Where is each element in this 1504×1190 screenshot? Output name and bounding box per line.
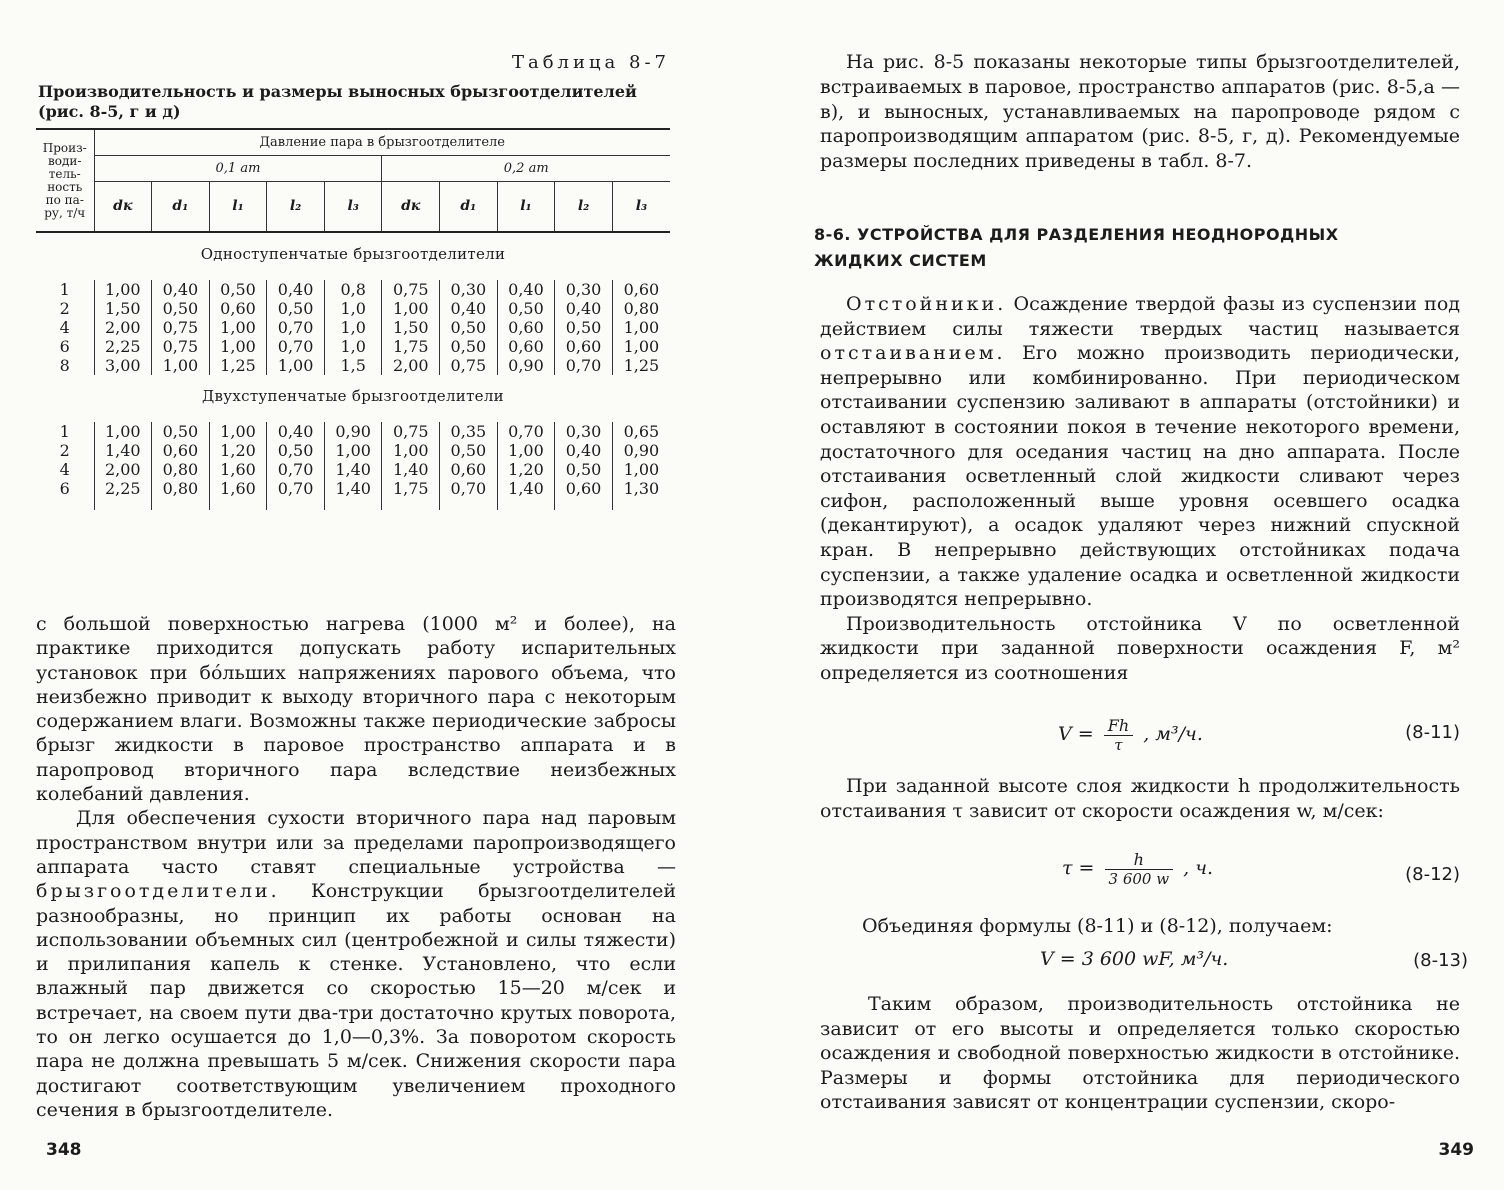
table-cell: 0,50 <box>152 422 210 441</box>
table-cell: 1,25 <box>612 356 670 375</box>
pressure-header: 0,2 ат <box>382 156 670 182</box>
table-cell: 0,60 <box>152 441 210 460</box>
term: брызгоотделители <box>36 880 271 903</box>
table-cell: 0,35 <box>440 422 498 441</box>
table-cell: 0,70 <box>267 318 325 337</box>
numerator: Fh <box>1104 716 1133 736</box>
column-header: l₂ <box>267 182 325 233</box>
heading-line: ЖИДКИХ СИСТЕМ <box>814 251 987 270</box>
numerator: h <box>1105 850 1174 870</box>
table-cell: 0,80 <box>152 460 210 479</box>
table-cell: 0,70 <box>267 479 325 498</box>
formula-unit: , м³/ч. <box>1143 723 1203 745</box>
table-cell: 1,5 <box>324 356 382 375</box>
table-row <box>36 318 670 337</box>
table-cell: 0,60 <box>497 318 555 337</box>
table-cell: 1,20 <box>497 460 555 479</box>
table-cell: 0,70 <box>440 479 498 498</box>
table-cell: 0,80 <box>612 299 670 318</box>
table-cell: 0,50 <box>555 318 613 337</box>
paragraph: При заданной высоте слоя жидкости h продолжительность отстаивания τ зависит от скорости осаждения w, м/сек: <box>820 775 1460 822</box>
section-title: Двухступенчатые брызгоотделители <box>202 387 504 405</box>
column-header: dк <box>94 182 152 233</box>
paragraph <box>820 292 1460 612</box>
table-cell: 1,00 <box>382 441 440 460</box>
table-cell: 1,75 <box>382 337 440 356</box>
column-header: d₁ <box>152 182 210 233</box>
table-cell: 1,0 <box>324 337 382 356</box>
table-cell: 0,75 <box>440 356 498 375</box>
term: отстаиванием <box>820 342 997 365</box>
table-cell: 0,70 <box>267 337 325 356</box>
table-cell: 0,90 <box>612 441 670 460</box>
table-cell: 1,20 <box>209 441 267 460</box>
table-cell: 1,00 <box>324 441 382 460</box>
text-run: . Его можно производить периодически, непрерывно или комбинированно. При периодическом отстаивании суспензию заливают в аппараты (отстойники) и оставляют в состоянии покоя в течение некоторого времени, достаточного для оседания частиц на дно аппарата. После отстаивания осветленный слой жидкости сливают через сифон, расположенный выше уровня осевшего осадка (декантируют), а осадок удаляют через нижний спускной кран. В непрерывно действующих отстойниках подача суспензии, а также удаление осадка и осветленной жидкости производятся непрерывно. <box>820 342 1460 611</box>
table-cell: 1,40 <box>324 460 382 479</box>
row-capacity-cell: 4 <box>59 460 70 479</box>
intro-paragraph <box>820 50 1460 174</box>
table-cell: 1,25 <box>209 356 267 375</box>
formula-lhs: V = <box>1058 723 1094 745</box>
table-row <box>36 479 670 498</box>
settlers-text <box>820 292 1460 686</box>
column-header: dк <box>382 182 440 233</box>
table-cell: 0,50 <box>267 441 325 460</box>
table-cell: 3,00 <box>94 356 152 375</box>
table-cell: 0,30 <box>555 422 613 441</box>
table-cell: 1,00 <box>94 280 152 299</box>
formula-expression: V = 3 600 wF, м³/ч. <box>1040 948 1229 970</box>
paragraph: Объединяя формулы (8-11) и (8-12), получаем: <box>862 915 1333 937</box>
fraction <box>1105 850 1174 888</box>
column-header: l₁ <box>209 182 267 233</box>
table-cell: 2,00 <box>94 460 152 479</box>
table-cell: 1,00 <box>209 318 267 337</box>
column-header: l₁ <box>497 182 555 233</box>
table-cell: 1,00 <box>209 422 267 441</box>
separator-dimensions-table <box>36 128 670 510</box>
column-header: l₃ <box>324 182 382 233</box>
table-cell: 1,60 <box>209 460 267 479</box>
combine-text <box>820 914 1460 939</box>
table-cell: 0,40 <box>440 299 498 318</box>
table-cell: 0,75 <box>382 422 440 441</box>
table-cell: 0,60 <box>555 479 613 498</box>
table-row <box>36 460 670 479</box>
table-cell: 1,0 <box>324 318 382 337</box>
table-cell: 0,50 <box>555 460 613 479</box>
table-cell: 0,90 <box>497 356 555 375</box>
table-cell: 0,40 <box>267 280 325 299</box>
table-cell: 0,65 <box>612 422 670 441</box>
table-title: Производительность и размеры выносных брызгоотделителей (рис. 8-5, г и д) <box>38 82 637 121</box>
left-body-text <box>36 612 676 1122</box>
right-page <box>752 0 1504 1190</box>
table-cell: 0,30 <box>440 280 498 299</box>
table-cell: 0,50 <box>152 299 210 318</box>
text-run: . Конструкции брызгоотделителей разнообразны, но принцип их работы основан на использовании объемных сил (центробежной и силы тяжести) и прилипания капель к стенке. Установлено, что если влажный пар движется со скоростью 15—20 м/сек и встречает, на своем пути два-три достаточно крутых поворота, то он легко осушается до 1,0—0,3%. За поворотом скорость пара не должна превышать 5 м/сек. Снижения скорости пара достигают соответствующим увеличением проходного сечения в брызгоотделителе. <box>36 880 676 1121</box>
table-cell: 0,50 <box>440 441 498 460</box>
table-cell: 1,00 <box>209 337 267 356</box>
table-row <box>36 280 670 299</box>
page-number: 348 <box>46 1140 82 1160</box>
table-cell: 1,00 <box>152 356 210 375</box>
table-cell: 1,40 <box>94 441 152 460</box>
table-cell: 0,90 <box>324 422 382 441</box>
table-cell: 0,60 <box>209 299 267 318</box>
table-cell: 1,50 <box>382 318 440 337</box>
paragraph <box>36 806 676 1122</box>
table-cell: 1,00 <box>497 441 555 460</box>
table-cell: 2,25 <box>94 479 152 498</box>
table-row <box>36 299 670 318</box>
table-cell: 1,00 <box>267 356 325 375</box>
row-capacity-cell: 2 <box>59 299 70 318</box>
table-cell: 0,50 <box>497 299 555 318</box>
section-title: Одноступенчатые брызгоотделители <box>200 245 506 263</box>
formula-8-12 <box>820 850 1460 904</box>
table-cell: 0,60 <box>497 337 555 356</box>
row-capacity-cell: 1 <box>59 422 70 441</box>
denominator: τ <box>1114 736 1123 754</box>
paragraph: Таким образом, производительность отстойника не зависит от его высоты и определяется только скоростью осаждения и свободной поверхностью жидкости в отстойнике. Размеры и формы отстойника для периодического отстаивания зависят от концентрации суспензии, скоро- <box>820 993 1460 1114</box>
table-row <box>36 337 670 356</box>
table-cell: 0,50 <box>440 337 498 356</box>
table-row <box>36 441 670 460</box>
row-capacity-cell: 2 <box>59 441 70 460</box>
table-cell: 2,25 <box>94 337 152 356</box>
group-header: Давление пара в брызгоотделителе <box>94 129 670 156</box>
formula-unit: , ч. <box>1183 857 1214 879</box>
fraction <box>1104 716 1133 754</box>
table-cell: 0,60 <box>440 460 498 479</box>
text-run: Для обеспечения сухости вторичного пара над паровым пространством внутри или за пределами паропроизводящего аппарата часто ставят специальные устройства — <box>36 807 676 878</box>
table-cell: 1,00 <box>612 460 670 479</box>
duration-text <box>820 774 1460 823</box>
table-cell: 0,75 <box>152 318 210 337</box>
table-cell: 1,40 <box>324 479 382 498</box>
table-cell: 0,70 <box>555 356 613 375</box>
table-cell: 0,40 <box>497 280 555 299</box>
table-cell: 0,40 <box>555 441 613 460</box>
table-cell: 0,70 <box>497 422 555 441</box>
table-cell: 0,50 <box>267 299 325 318</box>
paragraph: с большой поверхностью нагрева (1000 м² и более), на практике приходится допускать работу испарительных установок при бо́льших напряжениях парового объема, что неизбежно приводит к выходу вторичного пара с некоторым содержанием влаги. Возможны также периодические забросы брызг жидкости в паровое пространство аппарата и в паропровод вторичного пара вследствие неизбежных колебаний давления. <box>36 613 676 806</box>
table-cell: 2,00 <box>94 318 152 337</box>
formula-lhs: τ = <box>1062 857 1095 879</box>
formula-number: (8-11) <box>1405 722 1460 743</box>
table-cell: 0,70 <box>267 460 325 479</box>
table-cell: 0,40 <box>152 280 210 299</box>
table-cell: 2,00 <box>382 356 440 375</box>
table-cell: 0,40 <box>555 299 613 318</box>
column-header: l₂ <box>555 182 613 233</box>
table-cell: 0,60 <box>612 280 670 299</box>
formula-number: (8-13) <box>1413 950 1468 971</box>
pressure-header: 0,1 ат <box>94 156 382 182</box>
page-number: 349 <box>1438 1140 1474 1160</box>
table-cell: 1,60 <box>209 479 267 498</box>
paragraph: Производительность отстойника V по осветленной жидкости при заданной поверхности осаждения F, м² определяется из соотношения <box>820 612 1460 684</box>
column-header: l₃ <box>612 182 670 233</box>
table-cell: 0,40 <box>267 422 325 441</box>
table-cell: 0,50 <box>209 280 267 299</box>
table-cell: 1,00 <box>612 318 670 337</box>
table-cell: 1,00 <box>382 299 440 318</box>
table-row <box>36 422 670 441</box>
table-cell: 1,40 <box>497 479 555 498</box>
formula-8-11 <box>820 716 1460 766</box>
row-capacity-cell: 1 <box>59 280 70 299</box>
column-header: d₁ <box>440 182 498 233</box>
row-capacity-cell: 4 <box>59 318 70 337</box>
table-cell: 0,30 <box>555 280 613 299</box>
table-cell: 1,00 <box>94 422 152 441</box>
table-cell: 0,60 <box>555 337 613 356</box>
text-run: Осаждение твердой фазы из суспензии под действием силы тяжести твердых частиц называется <box>820 293 1460 340</box>
table-cell: 1,0 <box>324 299 382 318</box>
term: Отстойники. <box>846 293 1007 315</box>
heading-line: 8-6. УСТРОЙСТВА ДЛЯ РАЗДЕЛЕНИЯ НЕОДНОРОДНЫХ <box>814 225 1339 244</box>
denominator: 3 600 w <box>1108 870 1170 888</box>
table-row <box>36 356 670 375</box>
formula-number: (8-12) <box>1405 864 1460 885</box>
table-cell: 1,50 <box>94 299 152 318</box>
table-cell: 0,50 <box>440 318 498 337</box>
table-cell: 0,75 <box>382 280 440 299</box>
table-cell: 1,40 <box>382 460 440 479</box>
row-header: Произ-води-тель-ность по па-ру, т/ч <box>36 129 94 232</box>
table-cell: 0,80 <box>152 479 210 498</box>
conclusion-text <box>820 992 1460 1115</box>
row-capacity-cell: 8 <box>59 356 70 375</box>
table-caption: Таблица 8-7 <box>511 52 670 73</box>
table-cell: 0,75 <box>152 337 210 356</box>
table-cell: 1,00 <box>612 337 670 356</box>
formula-8-13 <box>820 948 1468 978</box>
row-capacity-cell: 6 <box>59 337 70 356</box>
row-capacity-cell: 6 <box>59 479 70 498</box>
table-cell: 0,8 <box>324 280 382 299</box>
section-heading <box>814 222 1454 274</box>
table-cell: 1,75 <box>382 479 440 498</box>
paragraph: На рис. 8-5 показаны некоторые типы брызгоотделителей, встраиваемых в паровое, пространство аппаратов (рис. 8-5,а — в), и выносных, устанавливаемых на паропроводе рядом с паропроизводящим аппаратом (рис. 8-5, г, д). Рекомендуемые размеры последних приведены в табл. 8-7. <box>820 51 1460 173</box>
table-cell: 1,30 <box>612 479 670 498</box>
